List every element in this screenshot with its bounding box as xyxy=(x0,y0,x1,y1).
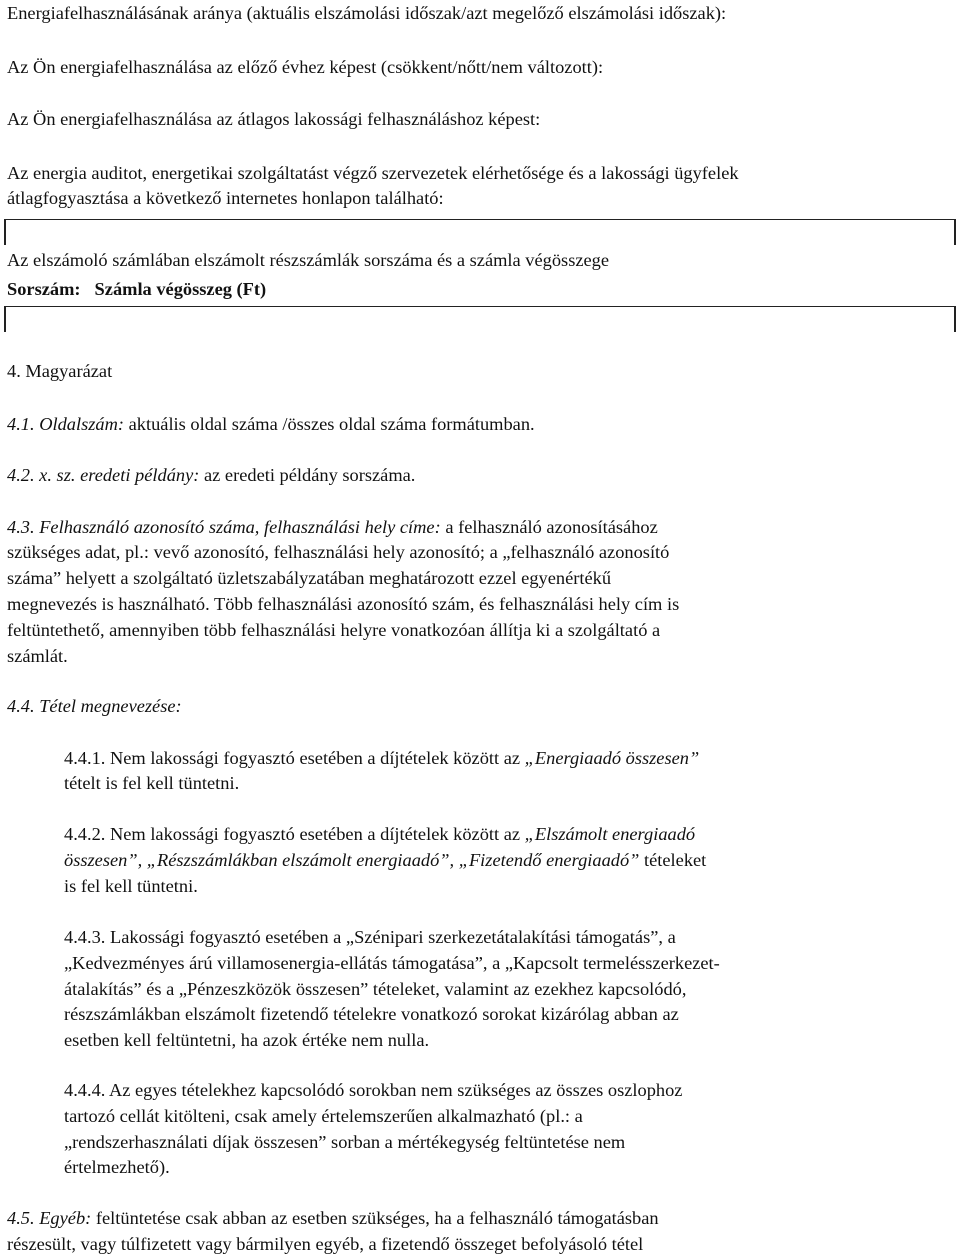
paragraph-4-4-2-line-3: is fel kell tüntetni. xyxy=(64,876,198,896)
p43-text-1: a felhasználó azonosításához xyxy=(445,517,658,537)
paragraph-4-4-3-line-2: „Kedvezményes árú villamosenergia-ellátás támogatása”, a „Kapcsolt termelésszerkezet- xyxy=(64,953,720,973)
p41-number: 4.1. xyxy=(7,414,35,434)
paragraph-4-4-3-line-5: esetben kell feltüntetni, ha azok értéke nem nulla. xyxy=(64,1030,430,1050)
section-title: 4. Magyarázat xyxy=(7,361,113,381)
p44-number: 4.4. xyxy=(7,696,35,716)
paragraph-4-3-line-2: szükséges adat, pl.: vevő azonosító, felhasználási hely azonosító; a „felhasználó azonosító xyxy=(7,542,670,562)
paragraph-4-3-line-6: számlát. xyxy=(7,646,68,666)
p442-text-a: 4.4.2. Nem lakossági fogyasztó esetében a díjtételek között az xyxy=(64,824,521,844)
paragraph-4-4-3-line-4: részszámlákban elszámolt fizetendő tételekre vonatkozó sorokat kizárólag abban az xyxy=(64,1004,679,1024)
p45-number: 4.5. xyxy=(7,1208,35,1228)
paragraph-4-3-line-1 xyxy=(7,514,956,540)
paragraph-4-4-2-line-2 xyxy=(64,847,956,873)
paragraph-4-4-4-line-2: tartozó cellát kitölteni, csak amely értelemszerűen alkalmazható (pl.: a xyxy=(64,1106,583,1126)
p441-text-a: 4.4.1. Nem lakossági fogyasztó esetében a díjtételek között az xyxy=(64,748,521,768)
p442-text-c: összesen”, „Részszámlákban elszámolt energiaadó”, „Fizetendő energiaadó” xyxy=(64,850,640,870)
paragraph-4-1 xyxy=(7,411,956,437)
partial-invoices-header xyxy=(7,276,956,302)
paragraph-4-4-2-line-1 xyxy=(64,821,956,847)
paragraph-4-5-line-1 xyxy=(7,1205,956,1231)
p41-text: aktuális oldal száma /összes oldal száma formátumban. xyxy=(128,414,535,434)
paragraph-4-4-4-line-4: értelmezhető). xyxy=(64,1157,170,1177)
paragraph-4-2 xyxy=(7,462,956,488)
paragraph-4-4-4-line-1: 4.4.4. Az egyes tételekhez kapcsolódó sorokban nem szükséges az összes oszlophoz xyxy=(64,1080,683,1100)
paragraph-4-3-line-5: feltüntethető, amennyiben több felhasználási helyre vonatkozóan állítja ki a szolgáltató a xyxy=(7,620,661,640)
p42-label: eredeti példány: xyxy=(80,465,200,485)
p441-text-b: „Energiaadó összesen” xyxy=(524,748,700,768)
invoice-total-header: Számla végösszeg (Ft) xyxy=(94,279,267,299)
energy-change-line: Az Ön energiafelhasználása az előző évhez képest (csökkent/nőtt/nem változott): xyxy=(7,57,604,77)
paragraph-4-3-line-4: megnevezés is használható. Több felhasználási azonosító szám, és felhasználási hely cím is xyxy=(7,594,680,614)
serial-number-header: Sorszám: xyxy=(7,279,81,299)
p42-number: 4.2. x. sz. xyxy=(7,465,76,485)
p43-number: 4.3. xyxy=(7,517,35,537)
paragraph-4-5-line-2: részesült, vagy túlfizetett vagy bármilyen egyéb, a fizetendő összeget befolyásoló tétel xyxy=(7,1234,644,1254)
paragraph-4-4-3-line-1: 4.4.3. Lakossági fogyasztó esetében a „Szénipari szerkezetátalakítási támogatás”, a xyxy=(64,927,676,947)
p42-text: az eredeti példány sorszáma. xyxy=(204,465,416,485)
partial-invoices-title: Az elszámoló számlában elszámolt részszámlák sorszáma és a számla végösszege xyxy=(7,250,610,270)
p43-label: Felhasználó azonosító száma, felhasználási hely címe: xyxy=(39,517,441,537)
energy-average-line: Az Ön energiafelhasználása az átlagos lakossági felhasználáshoz képest: xyxy=(7,109,541,129)
paragraph-4-4-heading xyxy=(7,693,956,719)
paragraph-4-4-1-line-1 xyxy=(64,745,956,771)
paragraph-4-4-1-line-2: tételt is fel kell tüntetni. xyxy=(64,773,240,793)
p44-label: Tétel megnevezése: xyxy=(39,696,182,716)
p442-text-b: „Elszámolt energiaadó xyxy=(524,824,696,844)
p45-text-1: feltüntetése csak abban az esetben szükséges, ha a felhasználó támogatásban xyxy=(95,1208,659,1228)
paragraph-4-4-3-line-3: átalakítás” és a „Pénzeszközök összesen” tételeket, valamint az ezekhez kapcsolódó, xyxy=(64,979,687,999)
audit-info-line-2: átlagfogyasztása a következő internetes honlapon található: xyxy=(7,188,444,208)
p41-label: Oldalszám: xyxy=(39,414,125,434)
paragraph-4-3-line-3: száma” helyett a szolgáltató üzletszabályzatában meghatározott ezzel egyenértékű xyxy=(7,568,612,588)
p45-label: Egyéb: xyxy=(39,1208,92,1228)
paragraph-4-4-4-line-3: „rendszerhasználati díjak összesen” sorban a mértékegység feltüntetése nem xyxy=(64,1132,626,1152)
website-field-box xyxy=(4,219,956,245)
partial-invoices-field-box xyxy=(4,306,956,332)
audit-info-line-1: Az energia auditot, energetikai szolgáltatást végző szervezetek elérhetősége és a lakossági ügyfelek xyxy=(7,163,739,183)
p442-text-d: tételeket xyxy=(644,850,707,870)
energy-ratio-line: Energiafelhasználásának aránya (aktuális elszámolási időszak/azt megelőző elszámolási időszak): xyxy=(7,3,727,23)
